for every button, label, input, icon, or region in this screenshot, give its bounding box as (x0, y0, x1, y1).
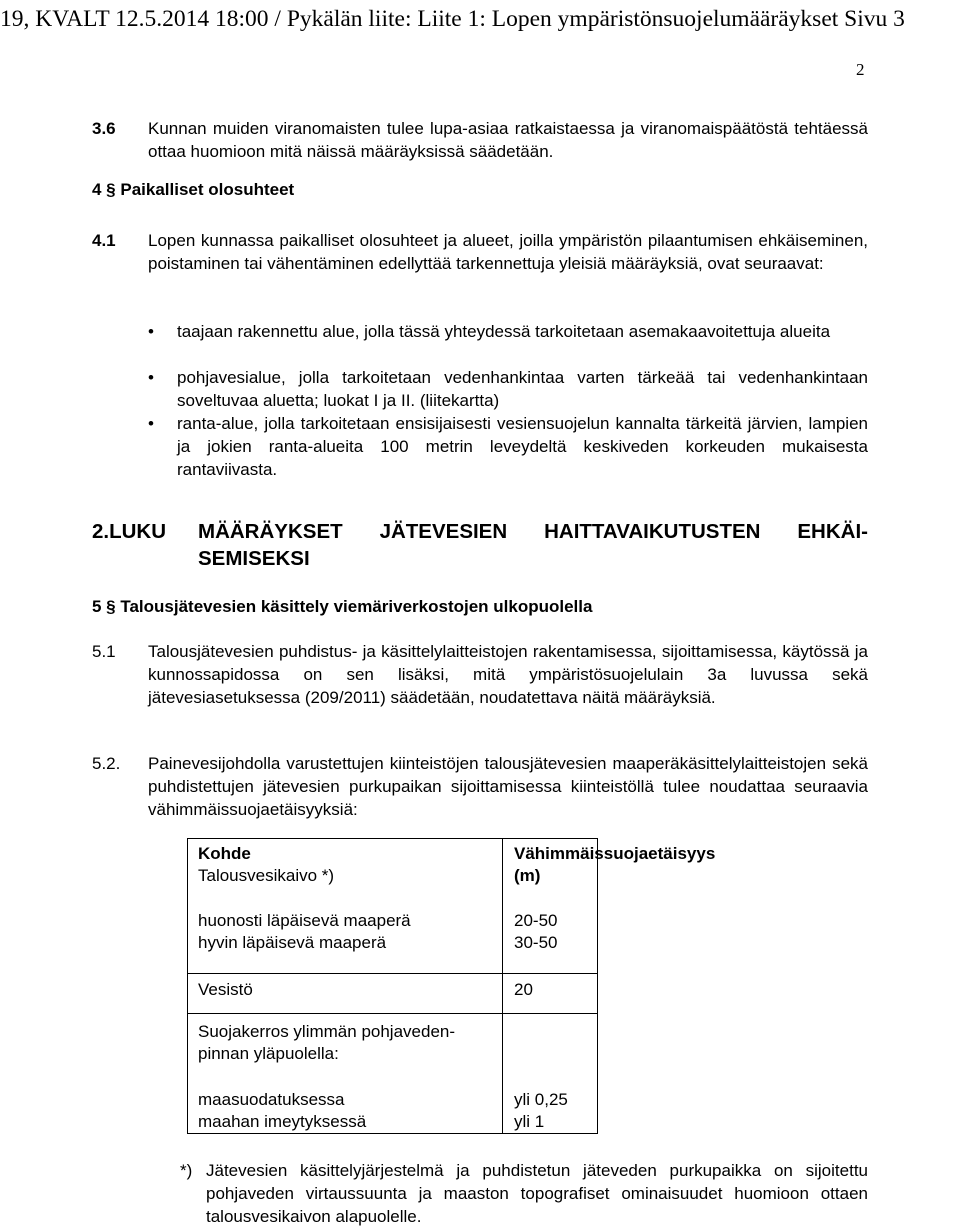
page-number: 2 (856, 60, 865, 79)
bullet-icon: • (148, 322, 154, 341)
bullet-icon: • (148, 414, 154, 433)
chapter-label: 2.LUKU (92, 520, 167, 543)
page-header: 19, KVALT 12.5.2014 18:00 / Pykälän liite: Liite 1: Lopen ympäristönsuojelumääräykset Sivu 3 (0, 6, 905, 32)
section-4-heading: 4 § Paikalliset olosuhteet (92, 180, 295, 199)
section-3-6-text: Kunnan muiden viranomaisten tulee lupa-asiaa ratkaistaessa ja viranomaispäätöstä tehtäessä ottaa huomioon mitä näissä määräyksissä säädetään. (148, 119, 868, 161)
table-cell: huonosti läpäisevä maaperä (198, 911, 411, 930)
table-row-divider (188, 973, 597, 974)
table-cell: yli 0,25 (514, 1090, 568, 1109)
section-5-1-text: Talousjätevesien puhdistus- ja käsittelylaitteistojen rakentamisessa, sijoittamisessa, käytössä ja kunnossapidossa on sen lisäksi, mitä ympäristösuojelulain 3a luvussa sekä jätevesiasetuksessa (209/2011) säädetään, noudatettava näitä määräyksiä. (148, 642, 868, 707)
chapter-title-line1: MÄÄRÄYKSET JÄTEVESIEN HAITTAVAIKUTUSTEN EHKÄI- (198, 520, 868, 543)
table-cell: Vesistö (198, 980, 253, 999)
bullet-item: pohjavesialue, jolla tarkoitetaan vedenhankintaa varten tärkeää tai vedenhankintaan soveltuvaa aluetta; luokat I ja II. (liitekartta) (177, 368, 868, 410)
footnote-marker: *) (180, 1161, 193, 1180)
section-5-2-text: Painevesijohdolla varustettujen kiinteistöjen talousjätevesien maaperäkäsittelylaitteistojen sekä puhdistettujen jätevesien purkupaikan sijoittamisessa kiinteistöllä tulee noudattaa seuraavia vähimmäissuojaetäisyyksiä: (148, 754, 868, 819)
table-row-divider (188, 1013, 597, 1014)
table-cell: maahan imeytyksessä (198, 1112, 367, 1131)
section-5-heading: 5 § Talousjätevesien käsittely viemäriverkostojen ulkopuolella (92, 597, 593, 616)
table-cell: hyvin läpäisevä maaperä (198, 933, 387, 952)
table-cell: 30-50 (514, 933, 558, 952)
table-cell: maasuodatuksessa (198, 1090, 345, 1109)
table-cell: Suojakerros ylimmän pohjaveden- (198, 1022, 456, 1041)
chapter-title-line2: SEMISEKSI (198, 547, 310, 570)
bullet-item: ranta-alue, jolla tarkoitetaan ensisijaisesti vesiensuojelun kannalta tärkeitä järvien, lampien ja jokien ranta-alueita 100 metrin leveydeltä keskiveden korkeuden mukaisesta rantaviivasta. (177, 414, 868, 479)
table-divider (502, 839, 503, 1133)
footnote-text: Jätevesien käsittelyjärjestelmä ja puhdistetun jäteveden purkupaikka on sijoitettu pohjaveden virtaussuunta ja maaston topografiset ominaisuudet huomioon ottaen talousvesikaivon alapuolelle. (206, 1161, 868, 1226)
table-cell: 20-50 (514, 911, 558, 930)
table-cell: yli 1 (514, 1112, 545, 1131)
section-4-1-text: Lopen kunnassa paikalliset olosuhteet ja alueet, joilla ympäristön pilaantumisen ehkäiseminen, poistaminen tai vähentäminen edellyttää tarkennettuja yleisiä määräyksiä, ovat seuraavat: (148, 231, 868, 273)
table-cell: 20 (514, 980, 533, 999)
section-number: 5.2. (92, 754, 121, 773)
section-number: 5.1 (92, 642, 116, 661)
section-number: 3.6 (92, 119, 116, 138)
table-cell: pinnan yläpuolella: (198, 1044, 339, 1063)
table-header-kohde: Kohde (198, 844, 251, 863)
bullet-icon: • (148, 368, 154, 387)
section-number: 4.1 (92, 231, 116, 250)
bullet-item: taajaan rakennettu alue, jolla tässä yhteydessä tarkoitetaan asemakaavoitettuja alueita (177, 322, 831, 341)
table-header-distance: Vähimmäissuojaetäisyys (m) (514, 844, 716, 885)
distance-table (187, 838, 716, 1134)
table-cell: Talousvesikaivo *) (198, 866, 335, 885)
